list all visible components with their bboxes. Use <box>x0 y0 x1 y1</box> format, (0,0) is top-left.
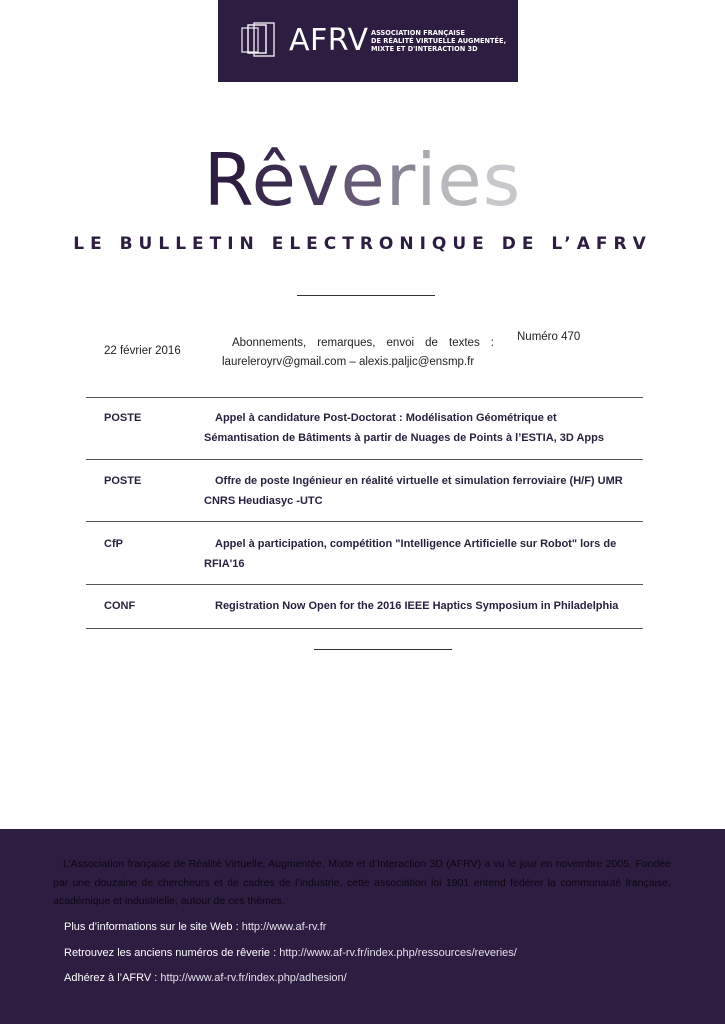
table-rule <box>86 397 643 398</box>
footer-archives-label: Retrouvez les anciens numéros de rêverie : <box>64 947 280 959</box>
website-link[interactable]: http://www.af-rv.fr <box>241 921 327 933</box>
issue-number: Numéro 470 <box>517 331 581 343</box>
item-category: POSTE <box>104 475 142 487</box>
bulletin-subtitle: LE BULLETIN ELECTRONIQUE DE L’AFRV <box>73 234 652 254</box>
join-link[interactable]: http://www.af-rv.fr/index.php/adhesion/ <box>160 972 347 984</box>
title-letter: e <box>437 138 483 222</box>
logo-subtitle-line: ASSOCIATION FRANÇAISE <box>371 29 466 37</box>
footer-website <box>64 921 326 933</box>
table-rule <box>86 459 643 460</box>
item-link[interactable]: Offre de poste Ingénieur en réalité virtuelle et simulation ferroviaire (H/F) UMR CNRS Heudiasyc -UTC <box>204 475 623 507</box>
title-letter: e <box>340 138 386 222</box>
title-letter: i <box>416 138 438 222</box>
item-link[interactable]: Appel à participation, compétition "Intelligence Artificielle sur Robot" lors de RFIA'16 <box>204 538 617 570</box>
footer-join <box>64 972 347 984</box>
item-category: POSTE <box>104 412 142 424</box>
title-letter: v <box>296 138 341 222</box>
bulletin-title <box>0 138 725 222</box>
footer-about: L’Association française de Réalité Virtuelle, Augmentée, Mixte et d’Interaction 3D (AFRV) a vu le jour en novembre 2005. Fondée par une douzaine de chercheurs et de cadres de l’industrie, cette association loi 1901 entend fédérer la communauté française, académique et industrielle, autour de ces thèmes. <box>53 858 671 907</box>
table-rule <box>86 584 643 585</box>
item-link[interactable]: Appel à candidature Post-Doctorat : Modélisation Géométrique et Sémantisation de Bâtiments à partir de Nuages de Points à l’ESTIA, 3D Apps <box>204 412 604 444</box>
subscriptions-label: Abonnements, remarques, envoi de textes : <box>232 337 494 349</box>
afrv-logo-icon <box>240 22 284 58</box>
table-rule <box>86 628 643 629</box>
archives-link[interactable]: http://www.af-rv.fr/index.php/ressources/reveries/ <box>279 947 517 959</box>
logo-text: AFRV <box>289 23 369 58</box>
divider <box>297 295 435 296</box>
logo-subtitle-line: DE RÉALITÉ VIRTUELLE AUGMENTÉE, <box>371 37 507 45</box>
logo-banner <box>218 0 518 82</box>
footer-archives <box>64 947 517 959</box>
title-letter: s <box>482 138 522 222</box>
item-category: CfP <box>104 538 123 550</box>
item-category: CONF <box>104 600 136 612</box>
issue-date: 22 février 2016 <box>104 345 181 357</box>
title-letter: ê <box>251 138 297 222</box>
title-letter: r <box>385 138 417 222</box>
footer-join-label: Adhérez à l’AFRV : <box>64 972 161 984</box>
title-letter: R <box>203 138 252 222</box>
divider <box>314 649 452 650</box>
footer-website-label: Plus d’informations sur le site Web : <box>64 921 242 933</box>
logo-subtitle-line: MIXTE ET D'INTERACTION 3D <box>371 45 478 53</box>
footer <box>0 829 725 1024</box>
subscriptions-info <box>222 334 494 372</box>
item-link[interactable]: Registration Now Open for the 2016 IEEE Haptics Symposium in Philadelphia <box>215 600 619 612</box>
logo-subtitle <box>371 29 506 53</box>
subscriptions-contacts[interactable]: laureleroyrv@gmail.com – alexis.paljic@ensmp.fr <box>222 356 475 368</box>
table-rule <box>86 521 643 522</box>
